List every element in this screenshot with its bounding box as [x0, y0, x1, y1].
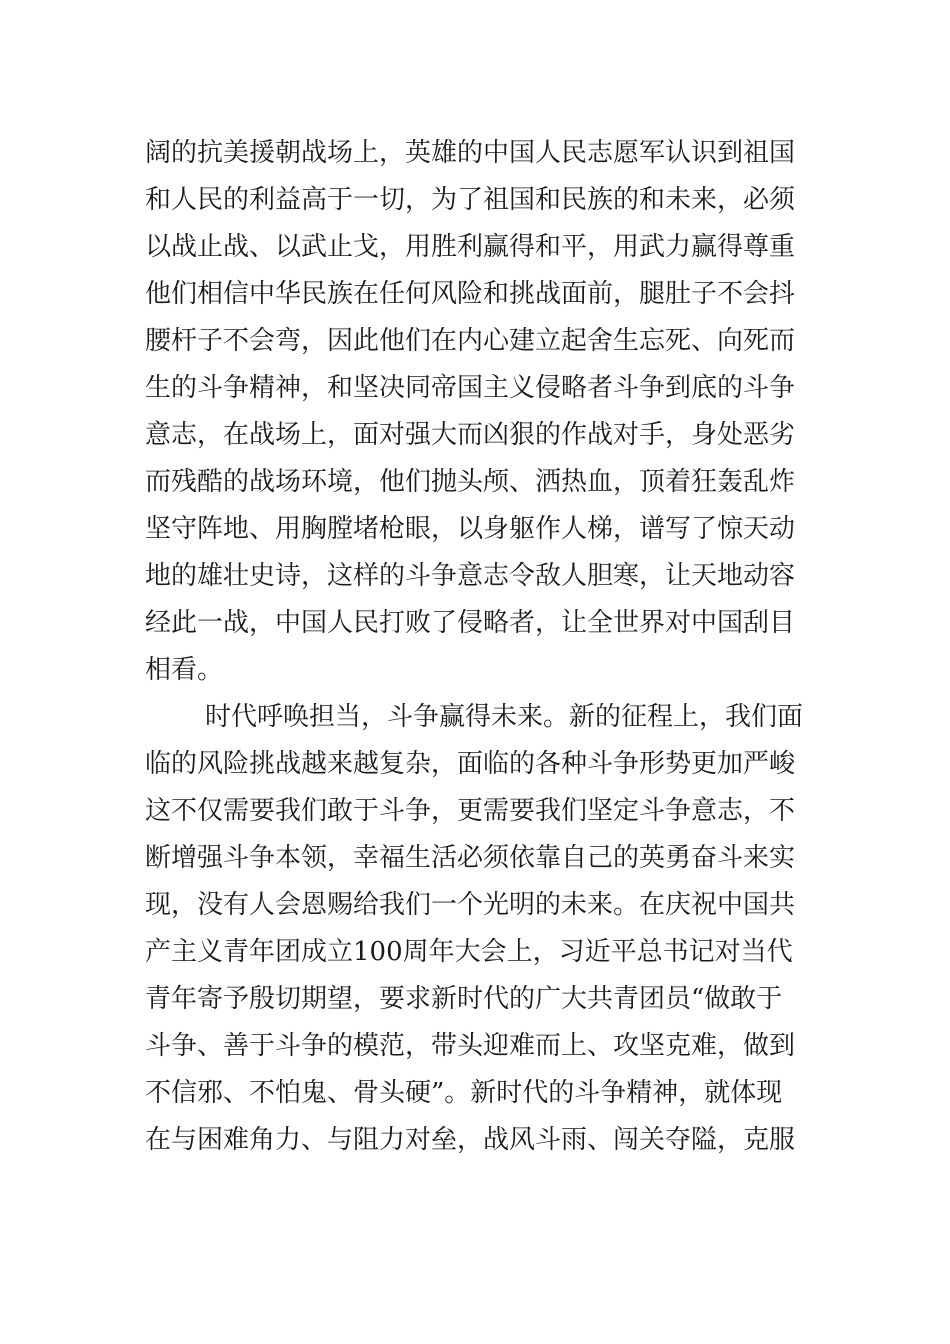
text-line-5: 腰杆子不会弯，因此他们在内心建立起舍生忘死、向死而 [145, 326, 796, 356]
document-body [145, 130, 815, 1164]
text-line-13: 时代呼唤担当，斗争赢得未来。新的征程上，我们面 [205, 702, 804, 732]
text-line-12: 相看。 [145, 655, 224, 685]
text-line-17: 现，没有人会恩赐给我们一个光明的未来。在庆祝中国共 [145, 890, 796, 920]
text-line-8: 而残酷的战场环境，他们抛头颅、洒热血，顶着狂轰乱炸 [145, 467, 796, 497]
text-line-10: 地的雄壮史诗，这样的斗争意志令敌人胆寒，让天地动容 [145, 561, 796, 591]
text-line-16: 断增强斗争本领，幸福生活必须依靠自己的英勇奋斗来实 [145, 843, 796, 873]
text-line-7: 意志，在战场上，面对强大而凶狠的作战对手，身处恶劣 [145, 420, 796, 450]
text-line-19: 青年寄予殷切期望，要求新时代的广大共青团员“做敢于 [145, 984, 783, 1014]
text-line-11: 经此一战，中国人民打败了侵略者，让全世界对中国刮目 [145, 608, 796, 638]
text-line-6: 生的斗争精神，和坚决同帝国主义侵略者斗争到底的斗争 [145, 373, 796, 403]
text-line-18: 产主义青年团成立100周年大会上，习近平总书记对当代 [145, 937, 793, 967]
text-line-22: 在与困难角力、与阻力对垒，战风斗雨、闯关夺隘，克服 [145, 1125, 796, 1155]
text-line-20: 斗争、善于斗争的模范，带头迎难而上、攻坚克难，做到 [145, 1031, 796, 1061]
text-line-14: 临的风险挑战越来越复杂，面临的各种斗争形势更加严峻 [145, 749, 796, 779]
text-line-1: 阔的抗美援朝战场上，英雄的中国人民志愿军认识到祖国 [145, 138, 796, 168]
text-line-3: 以战止战、以武止戈，用胜利赢得和平，用武力赢得尊重 [145, 232, 796, 262]
text-line-4: 他们相信中华民族在任何风险和挑战面前，腿肚子不会抖 [145, 279, 796, 309]
text-line-2: 和人民的利益高于一切，为了祖国和民族的和未来，必须 [145, 185, 796, 215]
text-line-9: 坚守阵地、用胸膛堵枪眼，以身躯作人梯，谱写了惊天动 [145, 514, 796, 544]
text-line-21: 不信邪、不怕鬼、骨头硬”。新时代的斗争精神，就体现 [145, 1078, 783, 1108]
text-line-15: 这不仅需要我们敢于斗争，更需要我们坚定斗争意志，不 [145, 796, 796, 826]
